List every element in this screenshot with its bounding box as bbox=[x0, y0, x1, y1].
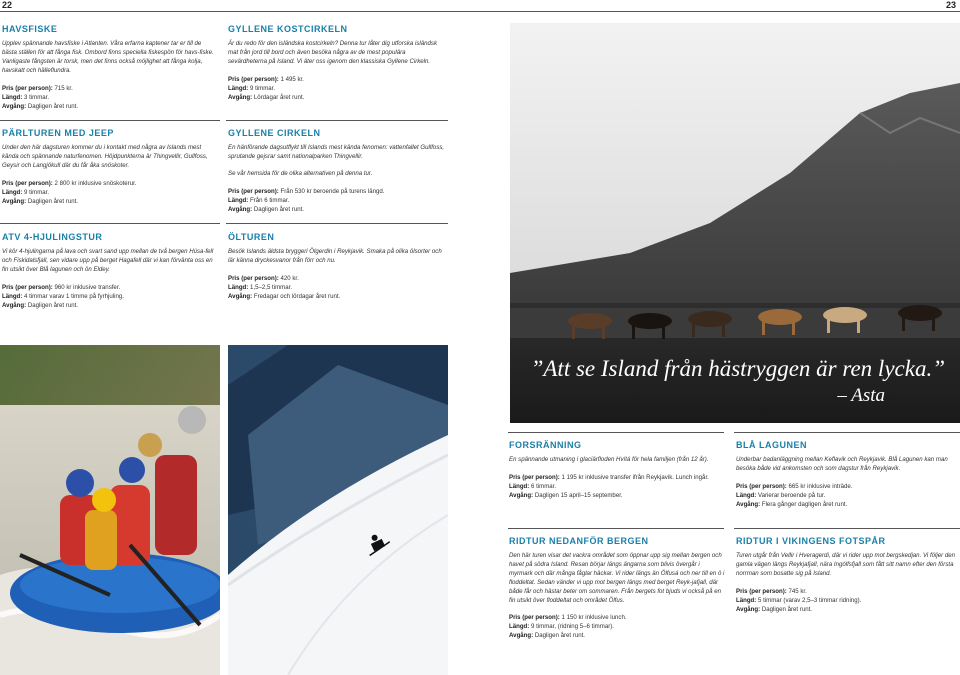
section-title: ÖLTUREN bbox=[228, 232, 275, 242]
section-title: ATV 4-HJULINGSTUR bbox=[2, 232, 103, 242]
section-title: RIDTUR I VIKINGENS FOTSPÅR bbox=[736, 536, 886, 546]
price-line: Pris (per person): 745 kr. bbox=[736, 587, 807, 595]
section-cirkeln bbox=[228, 128, 446, 214]
section-description: Vi kör 4-hjulingarna på lava och svart sand upp mellan de två bergen Húsa-fell och Fiskidalsfjall, sen vidare upp på berget Hagafell där vi kan förvänta oss en fin utsikt över Blå lagunen och ön Eldey. bbox=[2, 248, 214, 273]
price-line: Pris (per person): 715 kr. bbox=[2, 84, 73, 92]
section-description: Är du redo för den isländska kostcirkeln? Denna tur låter dig utforska isländsk mat från jord till bord och även besöka några av de mest populära sevärdheterna på Island. Vi äter oss igenom den klassiska Gyllene Cirkeln. bbox=[228, 40, 437, 65]
section-vikingens bbox=[736, 536, 956, 614]
price-line: Pris (per person): 1 195 kr inklusive transfer ifrån Reykjavik. Lunch ingår. bbox=[509, 473, 709, 481]
section-title: RIDTUR NEDANFÖR BERGEN bbox=[509, 536, 649, 546]
rafting-photo bbox=[0, 345, 220, 675]
departure-line: Avgång: Dagligen året runt. bbox=[2, 197, 78, 205]
pull-quote bbox=[515, 357, 945, 407]
quote-text: ”Att se Island från hästryggen är ren lycka.” bbox=[530, 356, 945, 381]
skiing-photo bbox=[228, 345, 448, 675]
price-line: Pris (per person): 960 kr inklusive transfer. bbox=[2, 283, 121, 291]
divider bbox=[0, 120, 220, 121]
section-title: GYLLENE KOSTCIRKELN bbox=[228, 24, 348, 34]
top-rule-right bbox=[480, 11, 960, 12]
section-description: Turen utgår från Vellir i Hveragerdi, där vi rider upp mot bergskedjan. Vi följer den gamla vägen längs Reykjafjall, nära Ingólfsfjall som fått sitt namn efter den första norrman som bosatte sig på Island. bbox=[736, 552, 956, 577]
top-rule-left bbox=[0, 11, 480, 12]
divider bbox=[226, 223, 448, 224]
departure-line: Avgång: Dagligen året runt. bbox=[736, 605, 812, 613]
length-line: Längd: 1,5–2,5 timmar. bbox=[228, 283, 293, 291]
section-description: En hänförande dagsutflykt till Islands mest kända fenomen: vattenfallet Gullfoss, sprutande gejsrar samt nationalparken Thingvellir. bbox=[228, 144, 445, 160]
length-line: Längd: Från 6 timmar. bbox=[228, 196, 290, 204]
section-description: Under den här dagsturen kommer du i kontakt med några av Islands mest kända och spännande naturfenomen. Höjdpunkterna är Thingvellir, Gullfoss, Geysir och Langjökull där du får åka snöskoter. bbox=[2, 144, 208, 169]
section-parlturen bbox=[2, 128, 218, 206]
departure-line: Avgång: Dagligen 15 april–15 september. bbox=[509, 491, 623, 499]
section-olturen bbox=[228, 232, 446, 301]
departure-line: Avgång: Dagligen året runt. bbox=[2, 301, 78, 309]
departure-line: Avgång: Lördagar året runt. bbox=[228, 93, 305, 101]
section-description: Upplev spännande havsfiske i Atlanten. Våra erfarna kaptener tar er till de bästa ställen för att fånga fisk. Ombord finns speciella fiskespön för havs-fiske. Vanligaste fångsten är torsk, men det finns också möjlighet att fånga kolja, havskatt och hälleflundra. bbox=[2, 40, 214, 74]
departure-line: Avgång: Dagligen året runt. bbox=[228, 205, 304, 213]
length-line: Längd: 6 timmar. bbox=[509, 482, 557, 490]
length-line: Längd: 3 timmar. bbox=[2, 93, 50, 101]
departure-line: Avgång: Dagligen året runt. bbox=[2, 102, 78, 110]
departure-line: Avgång: Flera gånger dagligen året runt. bbox=[736, 500, 848, 508]
section-title: HAVSFISKE bbox=[2, 24, 58, 34]
section-atv bbox=[2, 232, 218, 310]
price-line: Pris (per person): 1 150 kr inklusive lunch. bbox=[509, 614, 627, 622]
section-ridtur bbox=[509, 536, 725, 640]
length-line: Längd: 9 timmar, (ridning 5–6 timmar). bbox=[509, 623, 614, 631]
section-kostcirkeln bbox=[228, 24, 446, 102]
page-number-right: 23 bbox=[945, 0, 956, 10]
length-line: Längd: Varierar beroende på tur. bbox=[736, 491, 826, 499]
divider bbox=[734, 528, 960, 529]
divider bbox=[508, 432, 724, 433]
section-title: PÄRLTUREN MED JEEP bbox=[2, 128, 114, 138]
length-line: Längd: 9 timmar. bbox=[228, 84, 276, 92]
section-blalagunen bbox=[736, 440, 956, 509]
section-title: FORSRÄNNING bbox=[509, 440, 582, 450]
section-description: Underbar badanläggning mellan Keflavik och Reykjavik. Blå Lagunen kan man besöka både vid ankomsten och som dagstur från Reykjavik. bbox=[736, 456, 948, 472]
section-forsranning bbox=[509, 440, 725, 500]
section-description: Den här turen visar det vackra området som öppnar upp sig mellan bergen och havet på södra Island. Resan börjar längs ängarna som blivis övergår i myrmark och där många fåglar häckar. Vi rider längs än Ölfusá och ner till en ö i floddeltat. Sedan vänder vi upp mot bergen längs med berget Reyk-jafjall, där både får och hästar beter om sommaren. Från bergets fot bjuds vi också på en fin utsikt över floddeltat och området Ölfus. bbox=[509, 552, 725, 604]
price-line: Pris (per person): 1 495 kr. bbox=[228, 75, 304, 83]
section-title: BLÅ LAGUNEN bbox=[736, 440, 807, 450]
divider bbox=[734, 432, 960, 433]
quote-author: – Asta bbox=[837, 385, 885, 406]
price-line: Pris (per person): Från 530 kr beroende på turens längd. bbox=[228, 187, 385, 195]
price-line: Pris (per person): 665 kr inklusive inträde. bbox=[736, 482, 853, 490]
departure-line: Avgång: Fredagar och lördagar året runt. bbox=[228, 292, 341, 300]
section-title: GYLLENE CIRKELN bbox=[228, 128, 321, 138]
section-description: En spännande utmaning i glaciärfloden Hvítá för hela familjen (från 12 år). bbox=[509, 456, 709, 463]
page-number-left: 22 bbox=[2, 0, 13, 10]
divider bbox=[0, 223, 220, 224]
section-note: Se vår hemsida för de olika alternativen på denna tur. bbox=[228, 169, 373, 177]
divider bbox=[508, 528, 724, 529]
price-line: Pris (per person): 420 kr. bbox=[228, 274, 299, 282]
section-description: Besök Islands äldsta bryggeri Ölgerdin i Reykjavik. Smaka på olika ölsorter och lär känna dryckesvanor från förr och nu. bbox=[228, 248, 442, 264]
section-havsfiske bbox=[2, 24, 216, 111]
length-line: Längd: 5 timmar (varav 2,5–3 timmar ridning). bbox=[736, 596, 862, 604]
length-line: Längd: 9 timmar. bbox=[2, 188, 50, 196]
departure-line: Avgång: Dagligen året runt. bbox=[509, 632, 585, 640]
divider bbox=[226, 120, 448, 121]
price-line: Pris (per person): 2 800 kr inklusive snöskoterur. bbox=[2, 179, 137, 187]
length-line: Längd: 4 timmar varav 1 timme på fyrhjuling. bbox=[2, 292, 124, 300]
